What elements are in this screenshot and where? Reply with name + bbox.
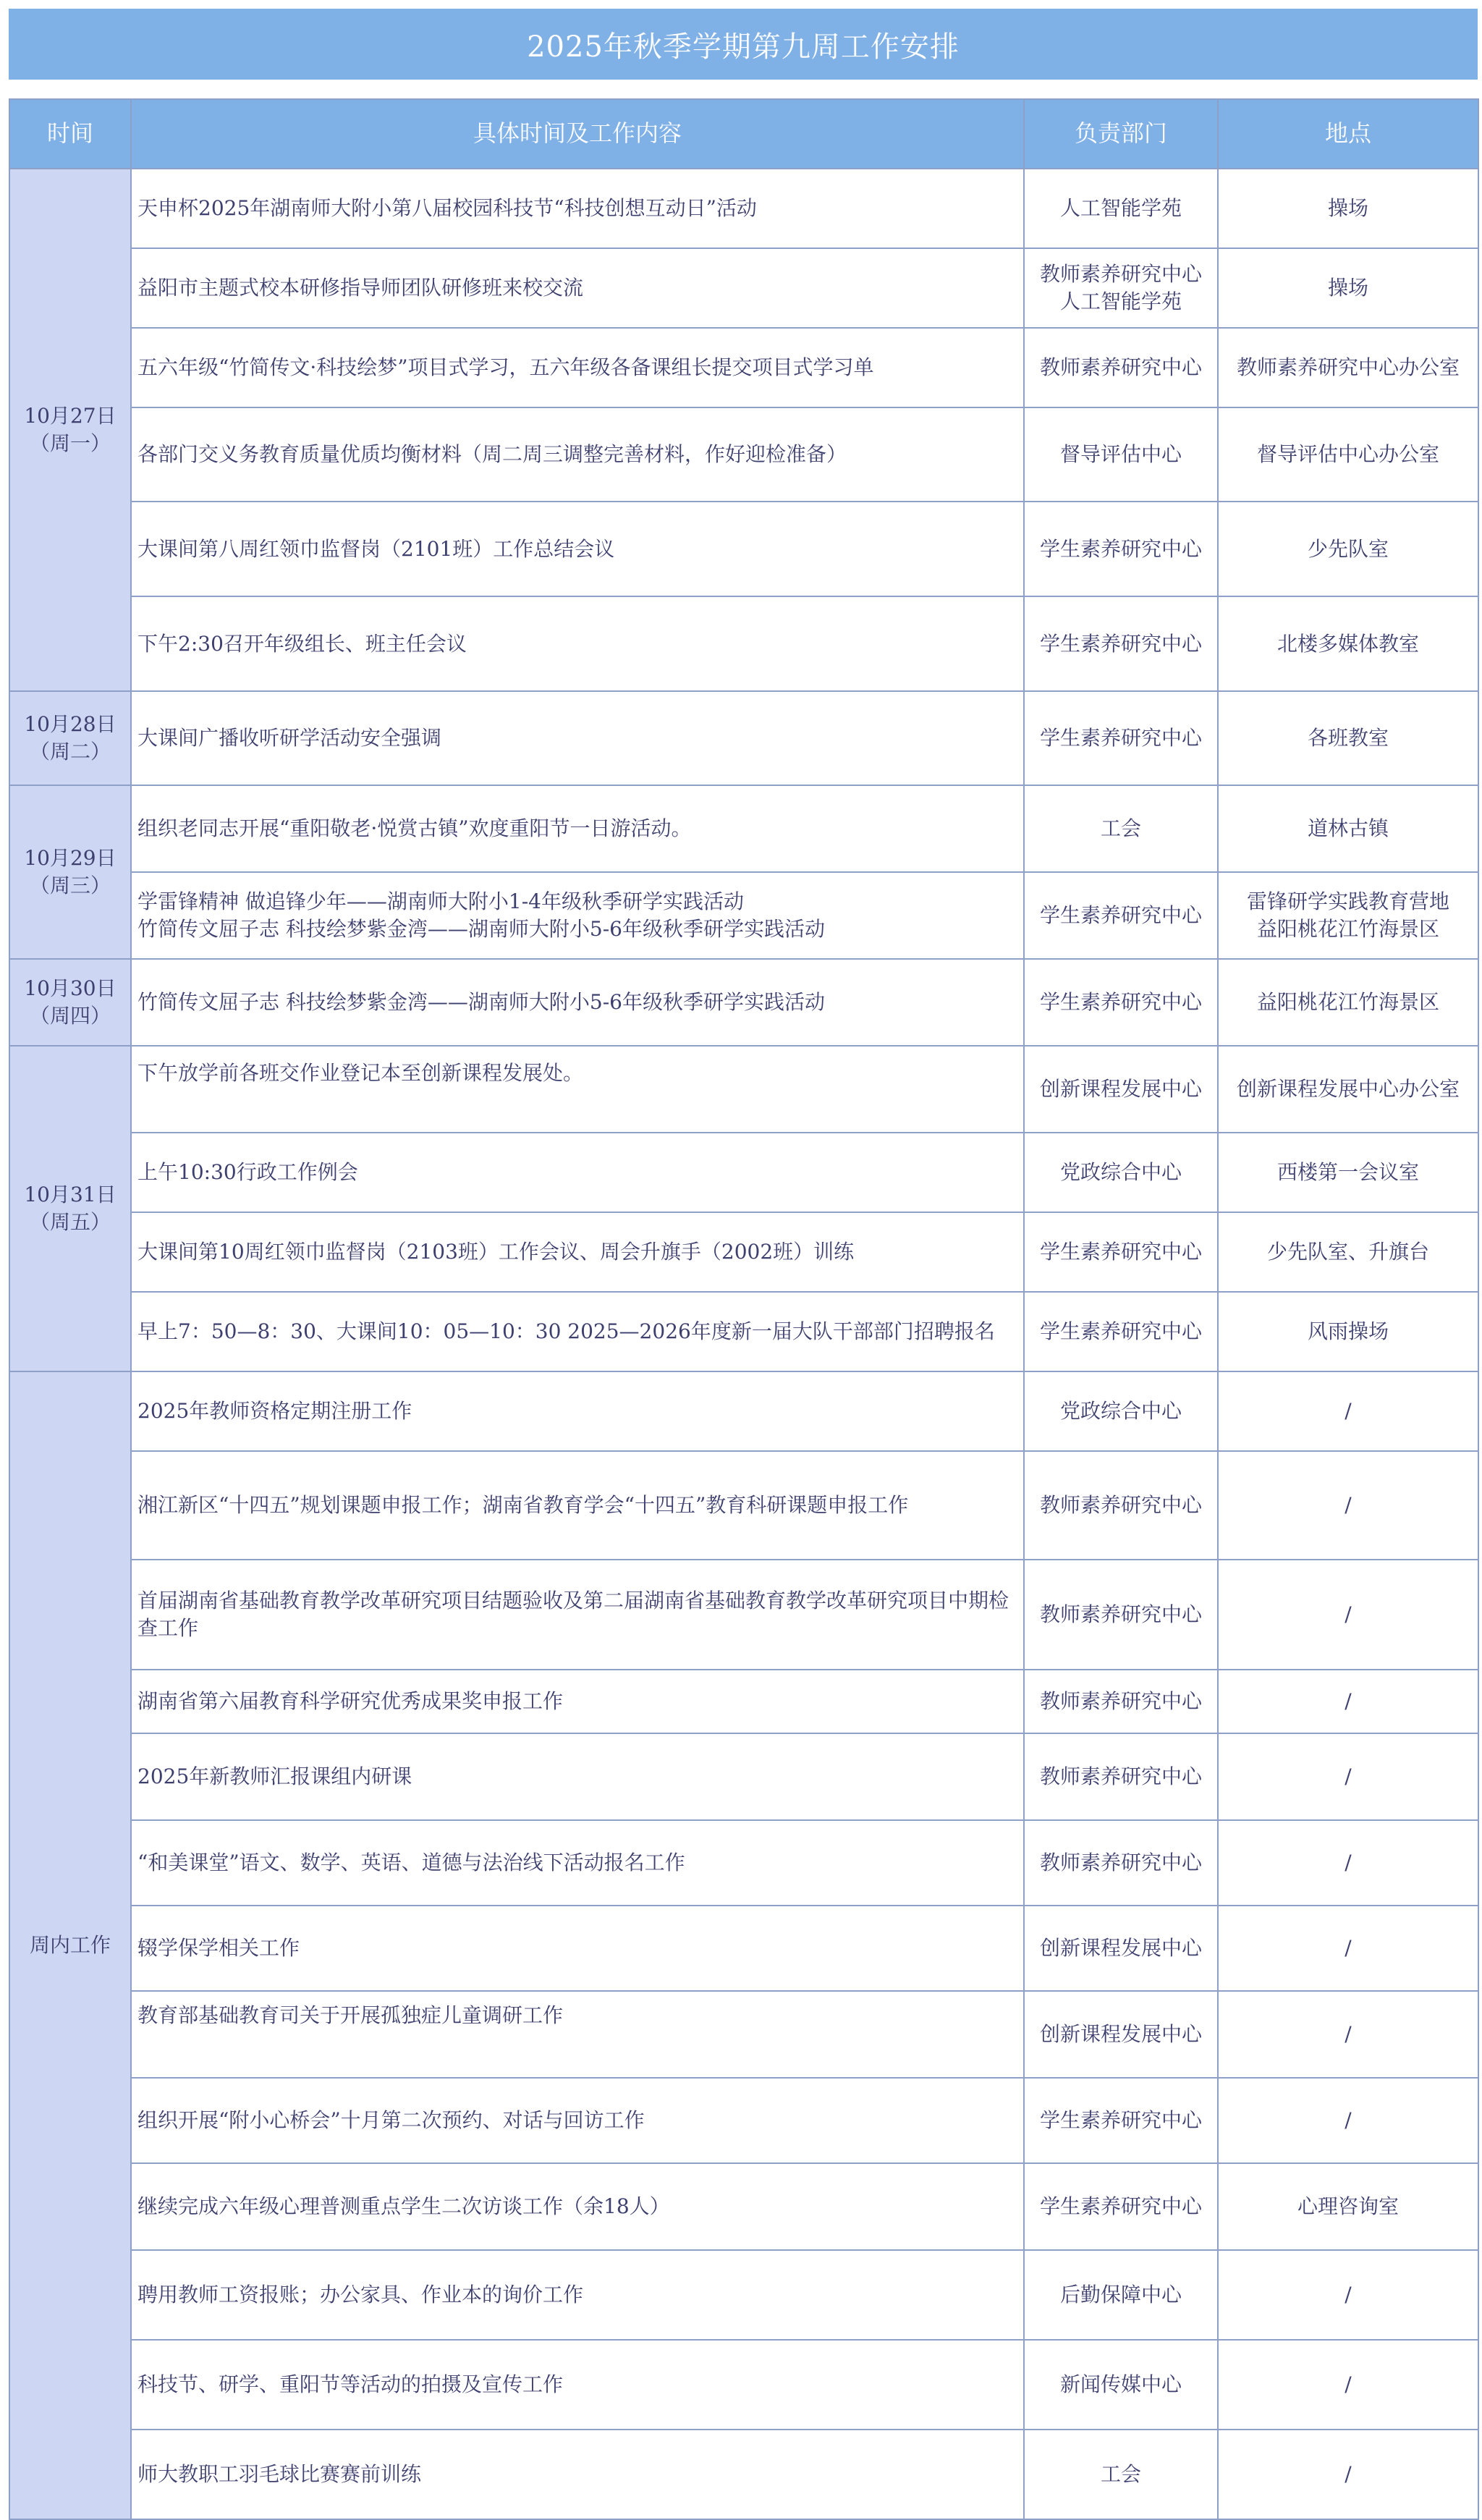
table-row — [9, 1046, 1478, 1133]
table-row — [9, 1292, 1478, 1371]
content-cell: 首届湖南省基础教育教学改革研究项目结题验收及第二届湖南省基础教育教学改革研究项目中期检查工作 — [131, 1560, 1024, 1670]
place-cell: / — [1218, 1451, 1478, 1560]
content-cell: 五六年级“竹简传文·科技绘梦”项目式学习，五六年级各备课组长提交项目式学习单 — [131, 328, 1024, 407]
table-row — [9, 872, 1478, 959]
place-cell: / — [1218, 2078, 1478, 2163]
table-row — [9, 1670, 1478, 1733]
dept-cell: 学生素养研究中心 — [1024, 1212, 1218, 1292]
place-cell: 各班教室 — [1218, 691, 1478, 785]
table-row — [9, 691, 1478, 785]
dept-cell: 学生素养研究中心 — [1024, 2163, 1218, 2250]
place-cell: 雷锋研学实践教育营地 益阳桃花江竹海景区 — [1218, 872, 1478, 959]
content-cell: 早上7：50—8：30、大课间10：05—10：30 2025—2026年度新一届大队干部部门招聘报名 — [131, 1292, 1024, 1371]
table-row — [9, 328, 1478, 407]
content-cell: 大课间第10周红领巾监督岗（2103班）工作会议、周会升旗手（2002班）训练 — [131, 1212, 1024, 1292]
place-cell: 操场 — [1218, 169, 1478, 248]
content-cell: 组织开展“附小心桥会”十月第二次预约、对话与回访工作 — [131, 2078, 1024, 2163]
content-cell: 上午10:30行政工作例会 — [131, 1133, 1024, 1212]
dept-cell: 创新课程发展中心 — [1024, 1046, 1218, 1133]
place-cell: / — [1218, 1670, 1478, 1733]
content-cell: 天申杯2025年湖南师大附小第八届校园科技节“科技创想互动日”活动 — [131, 169, 1024, 248]
table-row — [9, 1371, 1478, 1451]
content-cell: 辍学保学相关工作 — [131, 1906, 1024, 1991]
place-cell: 操场 — [1218, 248, 1478, 328]
page-title: 2025年秋季学期第九周工作安排 — [9, 9, 1478, 80]
day-cell: 周内工作 — [9, 1371, 131, 2519]
table-row — [9, 1212, 1478, 1292]
dept-cell: 教师素养研究中心 — [1024, 1733, 1218, 1820]
content-cell: 下午2:30召开年级组长、班主任会议 — [131, 596, 1024, 691]
content-cell: 师大教职工羽毛球比赛赛前训练 — [131, 2430, 1024, 2519]
dept-cell: 人工智能学苑 — [1024, 169, 1218, 248]
table-row — [9, 248, 1478, 328]
day-cell: 10月28日 （周二） — [9, 691, 131, 785]
day-cell: 10月30日 （周四） — [9, 959, 131, 1046]
content-cell: 益阳市主题式校本研修指导师团队研修班来校交流 — [131, 248, 1024, 328]
content-cell: 竹简传文屈子志 科技绘梦紫金湾——湖南师大附小5-6年级秋季研学实践活动 — [131, 959, 1024, 1046]
dept-cell: 工会 — [1024, 785, 1218, 872]
dept-cell: 后勤保障中心 — [1024, 2250, 1218, 2340]
table-row — [9, 502, 1478, 596]
dept-cell: 教师素养研究中心 — [1024, 1670, 1218, 1733]
dept-cell: 教师素养研究中心 — [1024, 1820, 1218, 1906]
place-cell: / — [1218, 1560, 1478, 1670]
dept-cell: 学生素养研究中心 — [1024, 502, 1218, 596]
day-cell: 10月27日 （周一） — [9, 169, 131, 691]
place-cell: 教师素养研究中心办公室 — [1218, 328, 1478, 407]
table-row — [9, 2340, 1478, 2430]
header-place: 地点 — [1218, 99, 1478, 169]
dept-cell: 党政综合中心 — [1024, 1371, 1218, 1451]
content-cell: 组织老同志开展“重阳敬老·悦赏古镇”欢度重阳节一日游活动。 — [131, 785, 1024, 872]
dept-cell: 党政综合中心 — [1024, 1133, 1218, 1212]
dept-cell: 教师素养研究中心 人工智能学苑 — [1024, 248, 1218, 328]
table-row — [9, 169, 1478, 248]
table-row — [9, 2250, 1478, 2340]
dept-cell: 学生素养研究中心 — [1024, 596, 1218, 691]
table-row — [9, 2430, 1478, 2519]
place-cell: / — [1218, 2250, 1478, 2340]
content-cell: 聘用教师工资报账；办公家具、作业本的询价工作 — [131, 2250, 1024, 2340]
dept-cell: 教师素养研究中心 — [1024, 1451, 1218, 1560]
place-cell: / — [1218, 1820, 1478, 1906]
table-row — [9, 1906, 1478, 1991]
header-time: 时间 — [9, 99, 131, 169]
dept-cell: 学生素养研究中心 — [1024, 1292, 1218, 1371]
table-row — [9, 2078, 1478, 2163]
table-row — [9, 785, 1478, 872]
table-row — [9, 1733, 1478, 1820]
content-cell: 大课间广播收听研学活动安全强调 — [131, 691, 1024, 785]
header-dept: 负责部门 — [1024, 99, 1218, 169]
dept-cell: 教师素养研究中心 — [1024, 1560, 1218, 1670]
content-cell: 2025年新教师汇报课组内研课 — [131, 1733, 1024, 1820]
table-row — [9, 1820, 1478, 1906]
place-cell: / — [1218, 1371, 1478, 1451]
table-row — [9, 2163, 1478, 2250]
dept-cell: 学生素养研究中心 — [1024, 872, 1218, 959]
dept-cell: 学生素养研究中心 — [1024, 959, 1218, 1046]
day-cell: 10月31日 （周五） — [9, 1046, 131, 1371]
place-cell: / — [1218, 2430, 1478, 2519]
place-cell: / — [1218, 1906, 1478, 1991]
content-cell: “和美课堂”语文、数学、英语、道德与法治线下活动报名工作 — [131, 1820, 1024, 1906]
place-cell: 少先队室 — [1218, 502, 1478, 596]
place-cell: 道林古镇 — [1218, 785, 1478, 872]
table-row — [9, 1991, 1478, 2078]
place-cell: / — [1218, 2340, 1478, 2430]
dept-cell: 督导评估中心 — [1024, 407, 1218, 502]
dept-cell: 创新课程发展中心 — [1024, 1906, 1218, 1991]
table-row — [9, 596, 1478, 691]
place-cell: 北楼多媒体教室 — [1218, 596, 1478, 691]
content-cell: 各部门交义务教育质量优质均衡材料（周二周三调整完善材料，作好迎检准备） — [131, 407, 1024, 502]
place-cell: 心理咨询室 — [1218, 2163, 1478, 2250]
dept-cell: 学生素养研究中心 — [1024, 691, 1218, 785]
place-cell: 督导评估中心办公室 — [1218, 407, 1478, 502]
content-cell: 科技节、研学、重阳节等活动的拍摄及宣传工作 — [131, 2340, 1024, 2430]
content-cell: 继续完成六年级心理普测重点学生二次访谈工作（余18人） — [131, 2163, 1024, 2250]
table-row — [9, 1560, 1478, 1670]
dept-cell: 教师素养研究中心 — [1024, 328, 1218, 407]
place-cell: 风雨操场 — [1218, 1292, 1478, 1371]
content-cell: 2025年教师资格定期注册工作 — [131, 1371, 1024, 1451]
content-cell: 下午放学前各班交作业登记本至创新课程发展处。 — [131, 1046, 1024, 1133]
table-row — [9, 407, 1478, 502]
place-cell: / — [1218, 1991, 1478, 2078]
place-cell: / — [1218, 1733, 1478, 1820]
content-cell: 学雷锋精神 做追锋少年——湖南师大附小1-4年级秋季研学实践活动 竹简传文屈子志 科技绘梦紫金湾——湖南师大附小5-6年级秋季研学实践活动 — [131, 872, 1024, 959]
content-cell: 大课间第八周红领巾监督岗（2101班）工作总结会议 — [131, 502, 1024, 596]
place-cell: 益阳桃花江竹海景区 — [1218, 959, 1478, 1046]
place-cell: 少先队室、升旗台 — [1218, 1212, 1478, 1292]
dept-cell: 新闻传媒中心 — [1024, 2340, 1218, 2430]
content-cell: 湘江新区“十四五”规划课题申报工作；湖南省教育学会“十四五”教育科研课题申报工作 — [131, 1451, 1024, 1560]
schedule-table — [9, 98, 1479, 2520]
table-header-row — [9, 99, 1478, 169]
content-cell: 湖南省第六届教育科学研究优秀成果奖申报工作 — [131, 1670, 1024, 1733]
content-cell: 教育部基础教育司关于开展孤独症儿童调研工作 — [131, 1991, 1024, 2078]
day-cell: 10月29日 （周三） — [9, 785, 131, 959]
place-cell: 创新课程发展中心办公室 — [1218, 1046, 1478, 1133]
table-row — [9, 959, 1478, 1046]
dept-cell: 学生素养研究中心 — [1024, 2078, 1218, 2163]
dept-cell: 工会 — [1024, 2430, 1218, 2519]
header-content: 具体时间及工作内容 — [131, 99, 1024, 169]
dept-cell: 创新课程发展中心 — [1024, 1991, 1218, 2078]
table-row — [9, 1451, 1478, 1560]
place-cell: 西楼第一会议室 — [1218, 1133, 1478, 1212]
table-row — [9, 1133, 1478, 1212]
